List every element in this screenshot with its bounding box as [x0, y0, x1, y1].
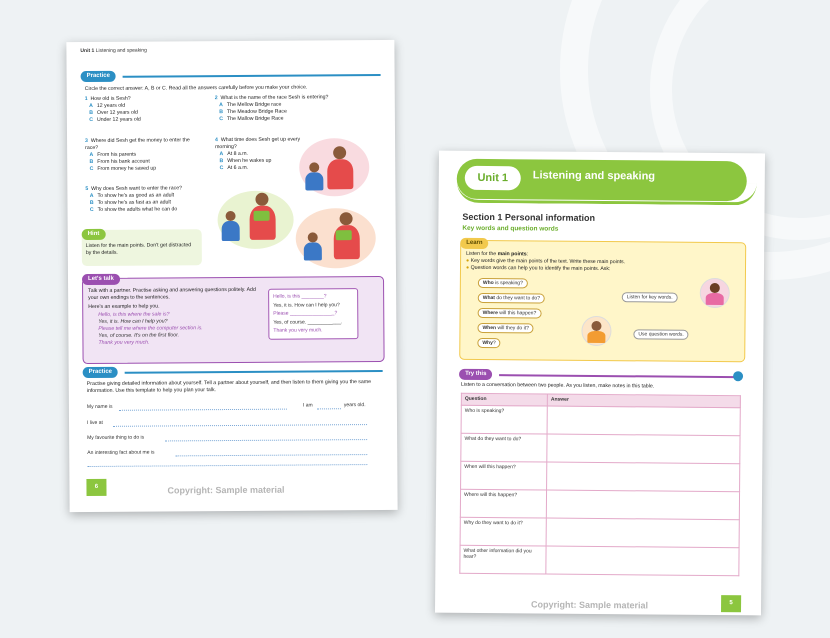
field-live-label: I live at [87, 419, 103, 427]
section-rule [499, 374, 735, 378]
learn-bullets: ● Key words give the main points of the text. Write these main points. ● Question words can help you to identify the main points. Ask: [465, 257, 626, 273]
question-4: 4 What time does Sesh get up every morning? A At 8 a.m. B When he wakes up C At 6 a.m. [215, 136, 301, 172]
field-live-line[interactable] [113, 424, 367, 427]
practice-tag: Practice [83, 367, 118, 378]
field-fact-line[interactable] [175, 454, 367, 456]
illustration-person [587, 331, 605, 343]
hint-text: Listen for the main points. Don't get distracted by the details. [85, 242, 192, 257]
illustration-person [308, 232, 318, 242]
illustration-book [336, 230, 352, 240]
section-title: Section 1 Personal information [462, 211, 596, 223]
learn-tag: Learn [460, 238, 488, 249]
hint-tag: Hint [82, 229, 106, 240]
table-row: Why do they want to do it? [460, 517, 739, 547]
answer-cell[interactable] [547, 406, 740, 436]
learn-intro: Listen for the main points: [466, 250, 529, 258]
question-2: 2 What is the name of the race Sesh is entering? A The Mellow Bridge race B The Meadow Bridge Race C The Mallow Bridge Race [214, 94, 329, 123]
illustration-book [254, 211, 270, 221]
page-number: 6 [86, 479, 106, 496]
question-5: 5 Why does Sesh want to enter the race? A To show he's as good as an adult B To show he's as fast as an adult C To show the adults what he can do [85, 185, 183, 213]
workbook-page-left [66, 40, 397, 512]
field-favourite-label: My favourite thing to do is [87, 434, 145, 442]
table-row: Where will this happen? [460, 489, 739, 519]
table-header: Question [461, 393, 547, 406]
illustration-person [305, 172, 323, 190]
illustration-person [327, 159, 353, 189]
field-age-suffix: years old. [343, 402, 366, 409]
field-fact-label: An interesting fact about me is [87, 449, 155, 457]
section-rule [125, 370, 383, 373]
field-name-line[interactable] [119, 409, 287, 411]
illustration-person [304, 242, 322, 260]
copyright-text: Copyright: Sample material [167, 484, 285, 496]
answer-cell[interactable] [546, 546, 739, 576]
table-header: Answer [547, 394, 740, 408]
section-rule [123, 74, 381, 77]
field-fact-line-2[interactable] [87, 464, 367, 467]
illustration-person [710, 283, 720, 293]
try-this-instruction: Listen to a conversation between two people. As you listen, make notes in this table. [460, 381, 655, 390]
try-this-tag: Try this [459, 369, 492, 380]
section-subtitle: Key words and question words [462, 224, 559, 233]
question-word-why: Why? [477, 338, 500, 348]
field-age-label: I am [302, 402, 313, 409]
answer-cell[interactable] [547, 462, 740, 492]
table-row: Who is speaking? [461, 405, 740, 435]
speech-bubble: Listen for key words. [622, 292, 678, 302]
table-row: What other information did you hear? [460, 545, 739, 575]
illustration-person [591, 321, 601, 331]
field-favourite-line[interactable] [165, 439, 367, 441]
illustration-person [340, 212, 353, 225]
lets-talk-example: Hello, is this where the sale is? Yes, it is. How can I help you? Please tell me where the computer section is. Yes, of course. It's on the first floor. Thank you very much. [98, 311, 203, 346]
page-number: 5 [721, 595, 741, 612]
question-word-what: What do they want to do? [478, 293, 545, 304]
speech-bubble: Use question words. [633, 329, 688, 339]
practice-instruction: Practise giving detailed information about yourself. Tell a partner about yourself, and then listen to them giving you the same information. Use this template to help you plan your talk. [86, 379, 371, 395]
practice-instruction: Circle the correct answer: A, B or C. Read all the answers carefully before you make your choice. [84, 84, 308, 93]
notes-table [459, 393, 741, 576]
running-header: Unit 1 Listening and speaking [80, 47, 147, 55]
illustration-person [226, 211, 236, 221]
table-row: What do they want to do? [461, 433, 740, 463]
illustration-person [333, 146, 346, 159]
question-word-where: Where will this happen? [478, 308, 542, 319]
question-3: 3 Where did Sesh get the money to enter the race? A From his parents B From his bank account C From money he saved up [85, 137, 190, 172]
copyright-text: Copyright: Sample material [531, 599, 649, 611]
question-word-when: When will they do it? [477, 323, 533, 333]
lets-talk-tag: Let's talk [82, 274, 120, 285]
unit-label: Unit 1 [465, 166, 521, 190]
question-word-who: Who is speaking? [478, 278, 528, 288]
illustration-person [222, 221, 240, 241]
workbook-page-right [435, 151, 765, 616]
lets-talk-example-intro: Here's an example to help you. [88, 303, 160, 311]
table-row: When will this happen? [461, 461, 740, 491]
answer-cell[interactable] [546, 490, 739, 520]
answer-cell[interactable] [546, 518, 739, 548]
field-name-label: My name is [86, 403, 113, 411]
illustration-person [309, 162, 319, 172]
practice-tag: Practice [81, 71, 116, 82]
illustration-person [255, 193, 268, 206]
banner-title: Listening and speaking [532, 169, 656, 183]
dialogue-template: Hello, is this ________? Yes, it is. How can I help you? Please ________________? Yes, of course. ____________. Thank you very much. [268, 288, 358, 339]
lets-talk-intro: Talk with a partner. Practise asking and answering questions politely. Add your own endings to the sentences. [88, 286, 256, 302]
field-age-line[interactable] [317, 408, 341, 409]
answer-cell[interactable] [547, 434, 740, 464]
audio-icon[interactable] [733, 371, 743, 381]
illustration-person [706, 293, 724, 305]
question-1: 1 How old is Sesh? A 12 years old B Over 12 years old C Under 12 years old [84, 95, 141, 123]
